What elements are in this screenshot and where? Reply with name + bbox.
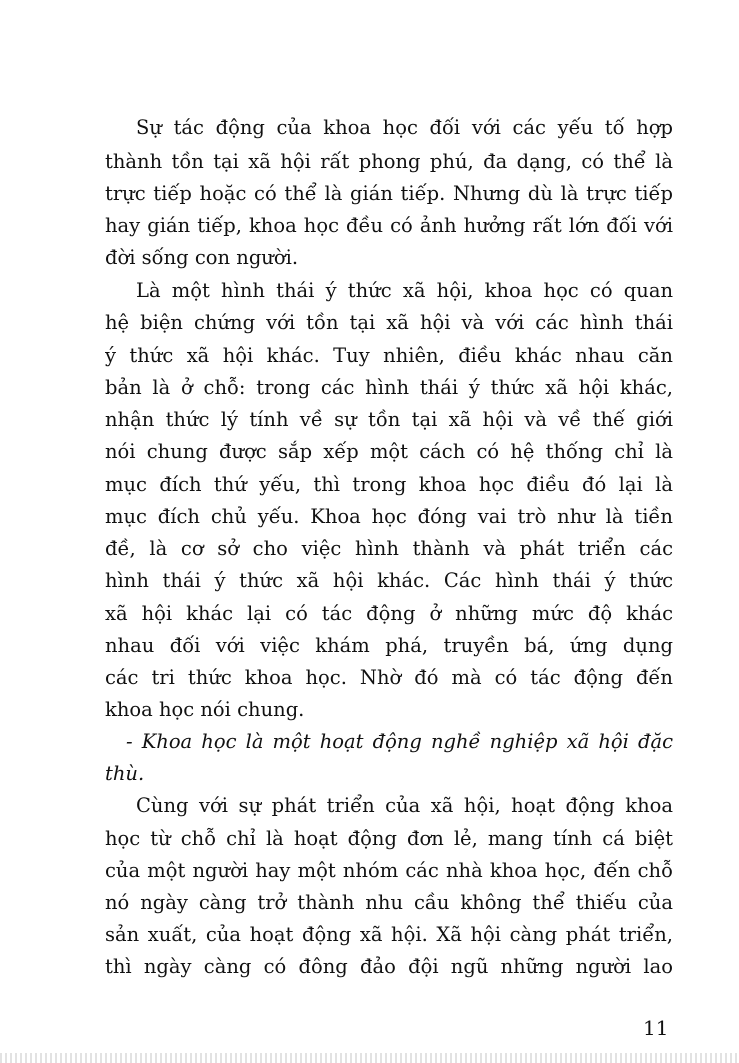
text-line: thành tồn tại xã hội rất phong phú, đa dạng, có thể là bbox=[105, 150, 673, 173]
text-line: Là một hình thái ý thức xã hội, khoa học có quan bbox=[136, 279, 673, 302]
text-line: ý thức xã hội khác. Tuy nhiên, điều khác nhau căn bbox=[105, 344, 673, 367]
text-line: - Khoa học là một hoạt động nghề nghiệp xã hội đặc bbox=[126, 730, 673, 753]
text-line: mục đích chủ yếu. Khoa học đóng vai trò như là tiền bbox=[105, 505, 673, 528]
text-line: bản là ở chỗ: trong các hình thái ý thức xã hội khác, bbox=[105, 376, 673, 399]
text-line: trực tiếp hoặc có thể là gián tiếp. Nhưng dù là trực tiếp bbox=[105, 182, 673, 205]
text-line: nó ngày càng trở thành nhu cầu không thể thiếu của bbox=[105, 891, 673, 914]
text-line: thù. bbox=[105, 762, 145, 785]
text-line: Sự tác động của khoa học đối với các yếu tố hợp bbox=[136, 116, 673, 139]
text-line: khoa học nói chung. bbox=[105, 698, 305, 721]
text-line: học từ chỗ chỉ là hoạt động đơn lẻ, mang tính cá biệt bbox=[105, 827, 673, 850]
scan-edge bbox=[0, 1053, 739, 1063]
text-line: hệ biện chứng với tồn tại xã hội và với các hình thái bbox=[105, 311, 673, 334]
text-line: đời sống con người. bbox=[105, 246, 299, 269]
text-line: hay gián tiếp, khoa học đều có ảnh hưởng rất lớn đối với bbox=[105, 214, 673, 237]
text-line: thì ngày càng có đông đảo đội ngũ những người lao bbox=[105, 955, 673, 978]
text-line: xã hội khác lại có tác động ở những mức độ khác bbox=[105, 602, 673, 625]
text-line: nhau đối với việc khám phá, truyền bá, ứng dụng bbox=[105, 634, 673, 657]
text-line: của một người hay một nhóm các nhà khoa học, đến chỗ bbox=[105, 859, 673, 882]
page-number: 11 bbox=[643, 1016, 669, 1040]
text-line: các tri thức khoa học. Nhờ đó mà có tác động đến bbox=[105, 666, 673, 689]
text-line: nhận thức lý tính về sự tồn tại xã hội và về thế giới bbox=[105, 408, 673, 431]
text-line: đề, là cơ sở cho việc hình thành và phát triển các bbox=[105, 537, 673, 560]
text-line: hình thái ý thức xã hội khác. Các hình thái ý thức bbox=[105, 569, 673, 592]
text-line: mục đích thứ yếu, thì trong khoa học điều đó lại là bbox=[105, 473, 673, 496]
text-line: nói chung được sắp xếp một cách có hệ thống chỉ là bbox=[105, 440, 673, 463]
text-line: Cùng với sự phát triển của xã hội, hoạt động khoa bbox=[136, 794, 673, 817]
text-line: sản xuất, của hoạt động xã hội. Xã hội càng phát triển, bbox=[105, 923, 673, 946]
